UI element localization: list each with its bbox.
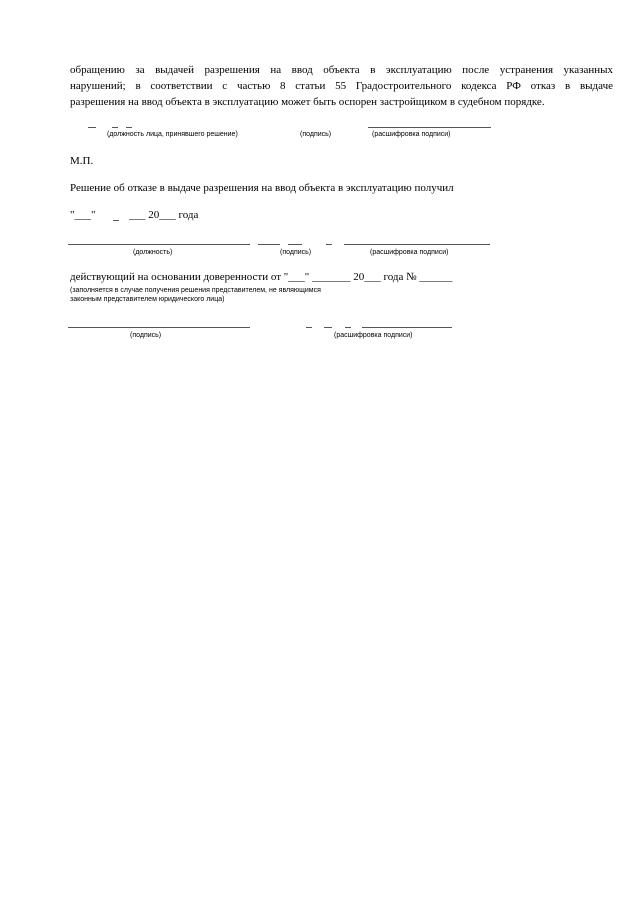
decryption-caption: (расшифровка подписи)	[372, 131, 451, 138]
refusal-paragraph	[70, 62, 613, 110]
signature-caption: (подпись)	[300, 131, 332, 138]
proxy-note-line-1: (заполняется в случае получения решения представителем, не являющимся	[70, 287, 321, 294]
decryption-line-part	[345, 327, 351, 328]
blank-mark	[112, 127, 118, 128]
paragraph-line-3: разрешения на ввод объекта в эксплуатацию может быть оспорен застройщиком в судебном порядке.	[70, 96, 545, 108]
signature-line-part	[288, 244, 302, 245]
proxy-text: действующий на основании доверенности от "___" _______ 20___ года № ______	[70, 271, 453, 283]
position-line	[68, 244, 250, 245]
proxy-note-line-2: законным представителем юридического лица)	[70, 296, 225, 303]
decryption-line-part	[362, 327, 452, 328]
position-caption: (должность лица, принявшего решение)	[107, 131, 238, 138]
signature-line-part	[258, 244, 280, 245]
date-year: ___ 20___ года	[129, 209, 199, 221]
signature-caption: (подпись)	[130, 332, 162, 339]
blank-mark	[126, 127, 132, 128]
date-day: "___"	[70, 209, 96, 221]
decryption-line	[344, 244, 490, 245]
decryption-caption: (расшифровка подписи)	[334, 332, 413, 339]
decryption-line	[368, 127, 491, 128]
position-caption: (должность)	[133, 249, 173, 256]
signature-line-part	[326, 244, 332, 245]
decryption-line-part	[324, 327, 332, 328]
signature-line	[68, 327, 250, 328]
paragraph-line-1: обращению за выдачей разрешения на ввод объекта в эксплуатацию после устранения указанных	[70, 64, 613, 76]
decryption-caption: (расшифровка подписи)	[370, 249, 449, 256]
blank-mark	[88, 127, 96, 128]
received-text: Решение об отказе в выдаче разрешения на ввод объекта в эксплуатацию получил	[70, 182, 454, 194]
paragraph-line-2: нарушений; в соответствии с частью 8 статьи 55 Градостроительного кодекса РФ отказ в выдаче	[70, 80, 613, 92]
stamp-label: М.П.	[70, 155, 94, 167]
signature-caption: (подпись)	[280, 249, 312, 256]
blank-mark	[113, 220, 119, 221]
decryption-line-part	[306, 327, 312, 328]
